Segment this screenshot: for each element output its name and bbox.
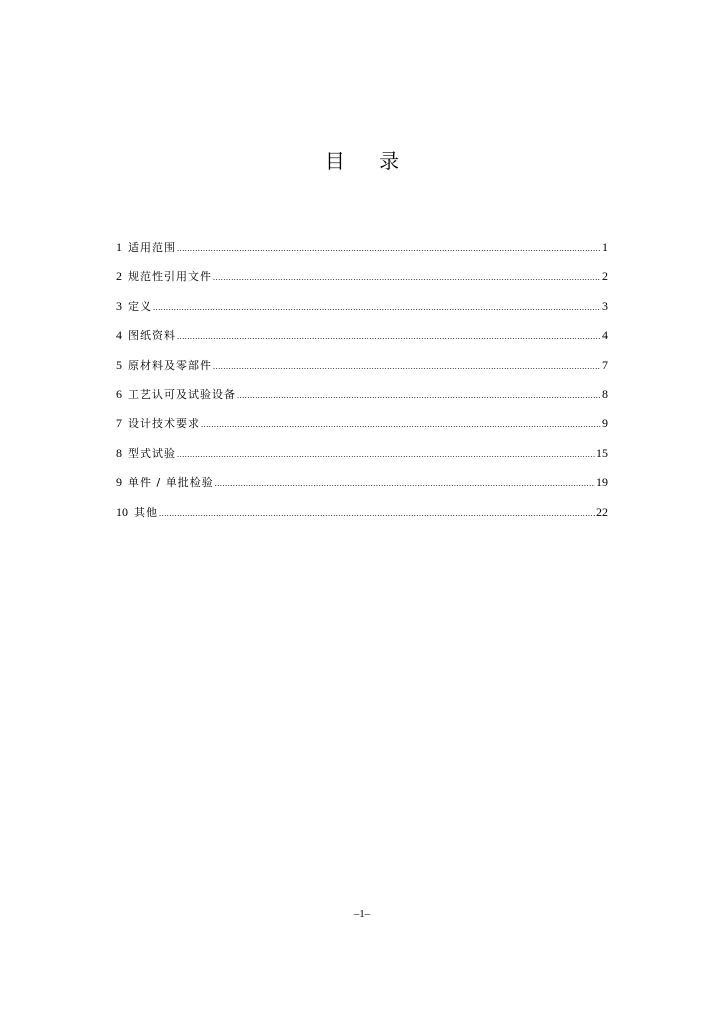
toc-entry-page: 19 <box>596 475 608 490</box>
toc-dot-leader <box>213 268 601 288</box>
toc-entry-6[interactable] <box>116 384 608 413</box>
toc-dot-leader <box>215 474 595 494</box>
toc-dot-leader <box>153 298 601 318</box>
toc-entry-number: 7 <box>116 416 122 431</box>
toc-entry-page: 22 <box>596 504 608 519</box>
toc-dot-leader <box>177 327 601 347</box>
page-title: 目 录 <box>324 149 414 173</box>
toc-entry-page: 9 <box>602 416 608 431</box>
toc-entry-number: 8 <box>116 445 122 460</box>
toc-dot-leader <box>213 357 601 377</box>
table-of-contents <box>116 237 608 531</box>
toc-entry-label: 工艺认可及试验设备 <box>128 387 236 401</box>
toc-entry-number: 6 <box>116 386 122 401</box>
toc-entry-label: 定义 <box>128 299 152 313</box>
toc-dot-leader <box>201 415 601 435</box>
toc-dot-leader <box>177 239 601 259</box>
toc-entry-4[interactable] <box>116 325 608 354</box>
toc-entry-page: 1 <box>602 240 608 254</box>
toc-entry-label: 图纸资料 <box>128 329 176 343</box>
toc-entry-page: 3 <box>602 298 608 313</box>
toc-entry-7[interactable] <box>116 413 608 442</box>
toc-entry-8[interactable] <box>116 443 608 472</box>
toc-entry-page: 4 <box>602 328 608 343</box>
toc-entry-number: 3 <box>116 298 122 313</box>
toc-entry-5[interactable] <box>116 355 608 384</box>
toc-dot-leader <box>177 445 595 465</box>
toc-entry-3[interactable] <box>116 296 608 325</box>
toc-entry-label: 规范性引用文件 <box>128 270 212 284</box>
toc-entry-label: 设计技术要求 <box>128 417 200 431</box>
toc-entry-page: 2 <box>602 269 608 284</box>
toc-entry-number: 10 <box>116 504 128 519</box>
toc-dot-leader <box>237 386 601 406</box>
toc-entry-9[interactable] <box>116 472 608 501</box>
page-number-footer: –1– <box>353 908 371 920</box>
toc-entry-label: 其他 <box>134 505 158 519</box>
toc-dot-leader <box>159 504 595 524</box>
toc-entry-label: 适用范围 <box>128 241 176 254</box>
toc-entry-page: 7 <box>602 357 608 372</box>
toc-entry-1[interactable] <box>116 237 608 266</box>
toc-entry-page: 15 <box>596 445 608 460</box>
toc-entry-label: 型式试验 <box>128 446 176 460</box>
toc-entry-number: 1 <box>116 240 122 254</box>
toc-entry-2[interactable] <box>116 266 608 295</box>
toc-entry-label: 单件 / 单批检验 <box>128 476 214 490</box>
toc-entry-10[interactable] <box>116 502 608 531</box>
toc-entry-page: 8 <box>602 386 608 401</box>
toc-entry-label: 原材料及零部件 <box>128 358 212 372</box>
toc-entry-number: 4 <box>116 328 122 343</box>
toc-entry-number: 5 <box>116 357 122 372</box>
toc-entry-number: 2 <box>116 269 122 284</box>
toc-entry-number: 9 <box>116 475 122 490</box>
